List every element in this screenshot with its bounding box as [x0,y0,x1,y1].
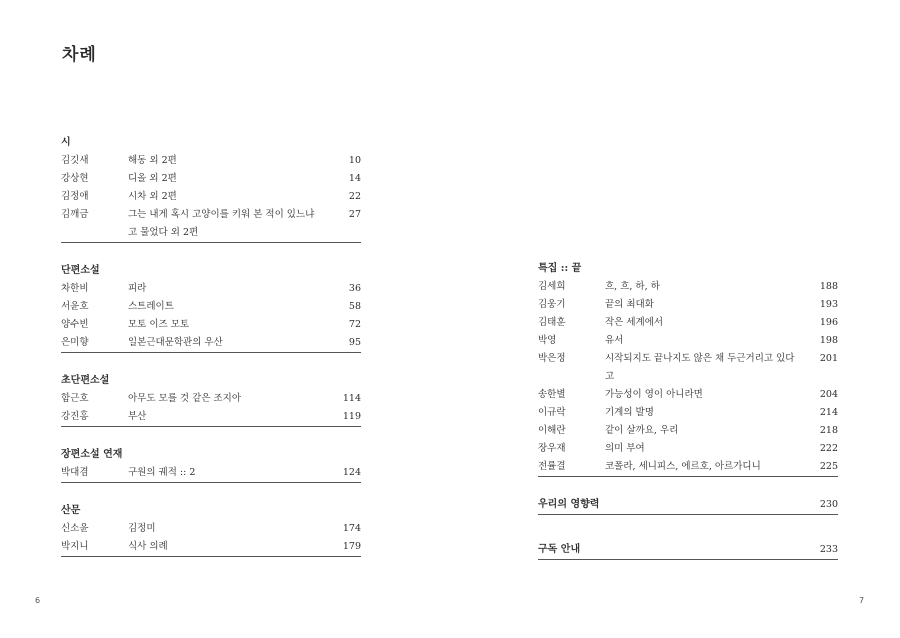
toc-section-title: 산문 [61,505,81,516]
toc-author: 은미향 [61,337,89,348]
toc-section-title: 시 [61,137,71,148]
toc-section-title: 특집 :: 끝 [538,263,582,274]
toc-entry [61,464,361,482]
toc-page-number: 196 [819,317,838,328]
toc-author: 김정애 [61,191,89,202]
toc-entry [538,350,838,386]
toc-entry [61,520,361,538]
toc-page-number: 198 [819,335,838,346]
toc-author: 박지니 [61,541,89,552]
toc-author: 김깃새 [61,155,89,166]
section-divider [61,242,361,243]
toc-page-number: 10 [348,155,361,166]
toc-author: 함근호 [61,393,89,404]
toc-entry [538,314,838,332]
toc-entry [61,390,361,408]
toc-single-entry [538,496,838,515]
toc-work-title: 시차 외 2편 [128,191,177,202]
toc-entry [61,170,361,188]
toc-entry [538,386,838,404]
toc-page-number: 214 [819,407,838,418]
toc-page-number: 179 [342,541,361,552]
section-divider [61,482,361,483]
toc-entry [61,298,361,316]
toc-author: 서윤호 [61,301,89,312]
section-divider [538,476,838,477]
toc-entry [61,408,361,426]
toc-author: 이해란 [538,425,566,436]
toc-section-title: 단편소설 [61,265,100,276]
toc-entry [538,440,838,458]
toc-author: 김태훈 [538,317,566,328]
toc-page-number: 225 [819,461,838,472]
toc-work-title: 작은 세계에서 [605,317,664,328]
toc-page-number: 201 [819,353,838,364]
toc-entry [61,316,361,334]
toc-work-title: 일본근대문학관의 우산 [128,337,223,348]
toc-entry [61,280,361,298]
toc-author: 박대겸 [61,467,89,478]
toc-work-title: 끝의 최대화 [605,299,654,310]
toc-author: 양수빈 [61,319,89,330]
toc-page-number: 119 [342,411,361,422]
toc-work-title: 흐, 흐, 하, 하 [605,281,660,292]
toc-section [61,134,361,243]
toc-work-title: 식사 의례 [128,541,168,552]
section-divider [61,426,361,427]
toc-entry [61,334,361,352]
toc-work-title: 디올 외 2편 [128,173,177,184]
toc-author: 박은정 [538,353,566,364]
toc-author: 이규락 [538,407,566,418]
toc-author: 신소윤 [61,523,89,534]
toc-page-number: 222 [819,443,838,454]
toc-author: 송한별 [538,389,566,400]
toc-title: 차례 [62,45,97,65]
toc-page-number: 95 [348,337,361,348]
toc-work-title: 그는 내게 혹시 고양이를 키워 본 적이 있느냐고 물었다 외 2편 [128,209,315,238]
toc-work-title: 가능성이 영이 아니라면 [605,389,703,400]
toc-author: 차한비 [61,283,89,294]
toc-page-number: 188 [819,281,838,292]
toc-page-number: 233 [819,544,838,555]
toc-page-number: 58 [348,301,361,312]
toc-work-title: 같이 살까요, 우리 [605,425,679,436]
toc-section [61,372,361,427]
toc-entry [538,404,838,422]
toc-page-number: 72 [348,319,361,330]
toc-work-title: 유서 [605,335,624,346]
toc-page-number: 218 [819,425,838,436]
toc-work-title: 모토 이즈 모토 [128,319,190,330]
toc-work-title: 의미 부여 [605,443,645,454]
toc-right-sections [538,260,838,477]
toc-author: 강상현 [61,173,89,184]
toc-section [61,502,361,557]
toc-section-title: 장편소설 연재 [61,449,123,460]
toc-page-number: 27 [348,209,361,220]
toc-section [61,446,361,483]
toc-work-title: 아무도 모를 것 같은 조지아 [128,393,242,404]
toc-author: 박영 [538,335,557,346]
toc-right-column [538,260,838,560]
toc-entry [61,188,361,206]
toc-entry [61,206,361,242]
toc-section [538,260,838,477]
toc-work-title: 시작되지도 끝나지도 않은 채 두근거리고 있다고 [605,353,795,382]
toc-entry [61,538,361,556]
toc-author: 강진홍 [61,411,89,422]
toc-work-title: 피라 [128,283,147,294]
toc-entry [538,422,838,440]
toc-page-number: 204 [819,389,838,400]
toc-page-number: 193 [819,299,838,310]
section-divider [61,556,361,557]
toc-page-number: 174 [342,523,361,534]
toc-entry [61,152,361,170]
toc-page-number: 22 [348,191,361,202]
toc-author: 김웅기 [538,299,566,310]
toc-entry [538,458,838,476]
toc-single-label: 우리의 영향력 [538,499,600,510]
toc-author: 전률결 [538,461,566,472]
toc-work-title: 코폴라, 세니피스, 에르호, 아르가디니 [605,461,761,472]
toc-page-number: 124 [342,467,361,478]
toc-entry [538,296,838,314]
toc-author: 김깨금 [61,209,89,220]
toc-author: 장우재 [538,443,566,454]
page-number-left: 6 [35,596,41,605]
toc-work-title: 부산 [128,411,147,422]
toc-author: 김세희 [538,281,566,292]
toc-entry [538,278,838,296]
toc-page-number: 230 [819,499,838,510]
toc-work-title: 기계의 발명 [605,407,654,418]
toc-section-title: 초단편소설 [61,375,110,386]
toc-page-number: 14 [348,173,361,184]
toc-work-title: 스트레이트 [128,301,174,312]
page-number-right: 7 [859,596,865,605]
toc-single-entry [538,541,838,560]
toc-work-title: 구원의 궤적 :: 2 [128,467,196,478]
toc-left-column [61,134,361,576]
toc-page-number: 114 [342,393,361,404]
toc-work-title: 김정미 [128,523,156,534]
section-divider [61,352,361,353]
toc-work-title: 해동 외 2편 [128,155,177,166]
toc-entry [538,332,838,350]
toc-single-label: 구독 안내 [538,544,581,555]
toc-page-number: 36 [348,283,361,294]
toc-section [61,262,361,353]
